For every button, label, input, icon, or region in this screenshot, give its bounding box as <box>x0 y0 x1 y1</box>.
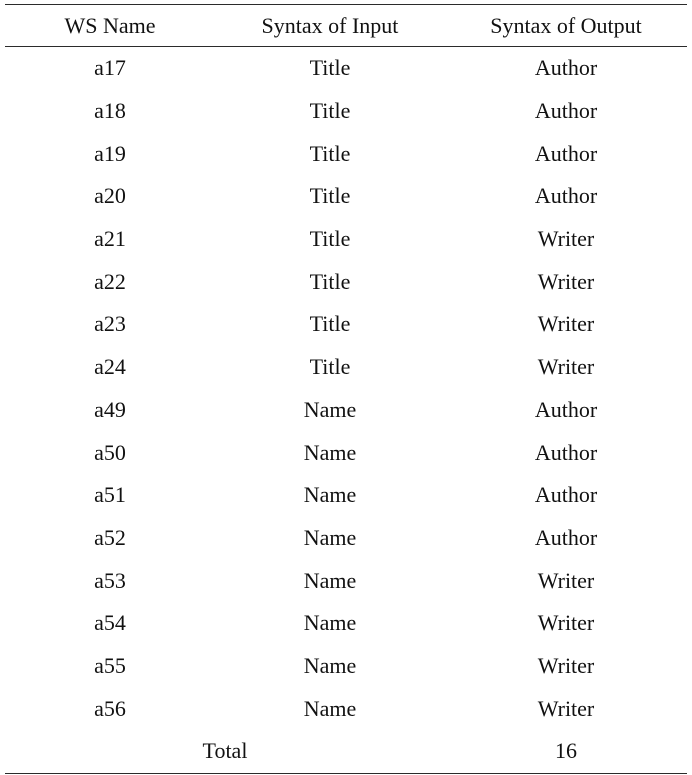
table-row <box>5 602 687 645</box>
cell-syntax-input: Title <box>309 183 351 209</box>
table-row <box>5 175 687 218</box>
cell-ws-name: a51 <box>94 482 126 508</box>
table-row <box>5 517 687 560</box>
cell-syntax-output: Author <box>534 140 598 166</box>
cell-ws-name: a54 <box>94 610 126 636</box>
cell-syntax-output: Author <box>534 98 598 124</box>
cell-syntax-input: Title <box>309 55 351 81</box>
cell-syntax-input: Name <box>303 396 357 422</box>
table-row <box>5 645 687 688</box>
cell-ws-name: a24 <box>94 354 126 380</box>
cell-ws-name: a17 <box>94 55 126 81</box>
total-value: 16 <box>555 738 577 764</box>
table-body <box>5 47 687 730</box>
cell-ws-name: a53 <box>94 567 126 593</box>
cell-ws-name: a21 <box>94 226 126 252</box>
cell-syntax-input: Title <box>309 140 351 166</box>
table-row <box>5 47 687 90</box>
cell-syntax-output: Writer <box>537 354 595 380</box>
table-bottom-rule <box>5 773 687 774</box>
cell-syntax-input: Name <box>303 567 357 593</box>
cell-syntax-output: Writer <box>537 311 595 337</box>
cell-ws-name: a20 <box>94 183 126 209</box>
cell-syntax-output: Writer <box>537 226 595 252</box>
cell-syntax-input: Title <box>309 226 351 252</box>
cell-ws-name: a18 <box>94 98 126 124</box>
cell-syntax-output: Writer <box>537 268 595 294</box>
cell-syntax-output: Author <box>534 439 598 465</box>
table-row <box>5 389 687 432</box>
cell-ws-name: a55 <box>94 652 126 678</box>
total-label: Total <box>202 738 248 764</box>
cell-ws-name: a22 <box>94 268 126 294</box>
cell-syntax-input: Name <box>303 695 357 721</box>
cell-syntax-output: Writer <box>537 610 595 636</box>
table-row <box>5 260 687 303</box>
cell-syntax-output: Author <box>534 55 598 81</box>
cell-syntax-output: Author <box>534 482 598 508</box>
header-ws-name: WS Name <box>64 12 156 38</box>
table-header-row <box>5 5 687 46</box>
table-row <box>5 303 687 346</box>
table-row <box>5 431 687 474</box>
cell-syntax-output: Author <box>534 183 598 209</box>
table-row <box>5 90 687 133</box>
table-row <box>5 218 687 261</box>
cell-syntax-output: Writer <box>537 652 595 678</box>
cell-syntax-input: Title <box>309 268 351 294</box>
cell-syntax-input: Title <box>309 311 351 337</box>
cell-syntax-output: Author <box>534 524 598 550</box>
cell-syntax-output: Writer <box>537 567 595 593</box>
cell-syntax-input: Name <box>303 652 357 678</box>
cell-syntax-input: Title <box>309 354 351 380</box>
cell-syntax-input: Name <box>303 482 357 508</box>
cell-ws-name: a19 <box>94 140 126 166</box>
table-total-row <box>5 730 687 773</box>
table-row <box>5 132 687 175</box>
cell-ws-name: a50 <box>94 439 126 465</box>
table-row <box>5 474 687 517</box>
cell-syntax-input: Name <box>303 524 357 550</box>
header-syntax-input: Syntax of Input <box>261 12 399 38</box>
header-syntax-output: Syntax of Output <box>490 12 642 38</box>
cell-ws-name: a49 <box>94 396 126 422</box>
cell-ws-name: a23 <box>94 311 126 337</box>
ws-table <box>5 4 687 774</box>
cell-syntax-output: Author <box>534 396 598 422</box>
cell-syntax-output: Writer <box>537 695 595 721</box>
table-row <box>5 687 687 730</box>
table-row <box>5 559 687 602</box>
cell-syntax-input: Name <box>303 610 357 636</box>
cell-syntax-input: Name <box>303 439 357 465</box>
cell-ws-name: a52 <box>94 524 126 550</box>
cell-ws-name: a56 <box>94 695 126 721</box>
cell-syntax-input: Title <box>309 98 351 124</box>
table-row <box>5 346 687 389</box>
